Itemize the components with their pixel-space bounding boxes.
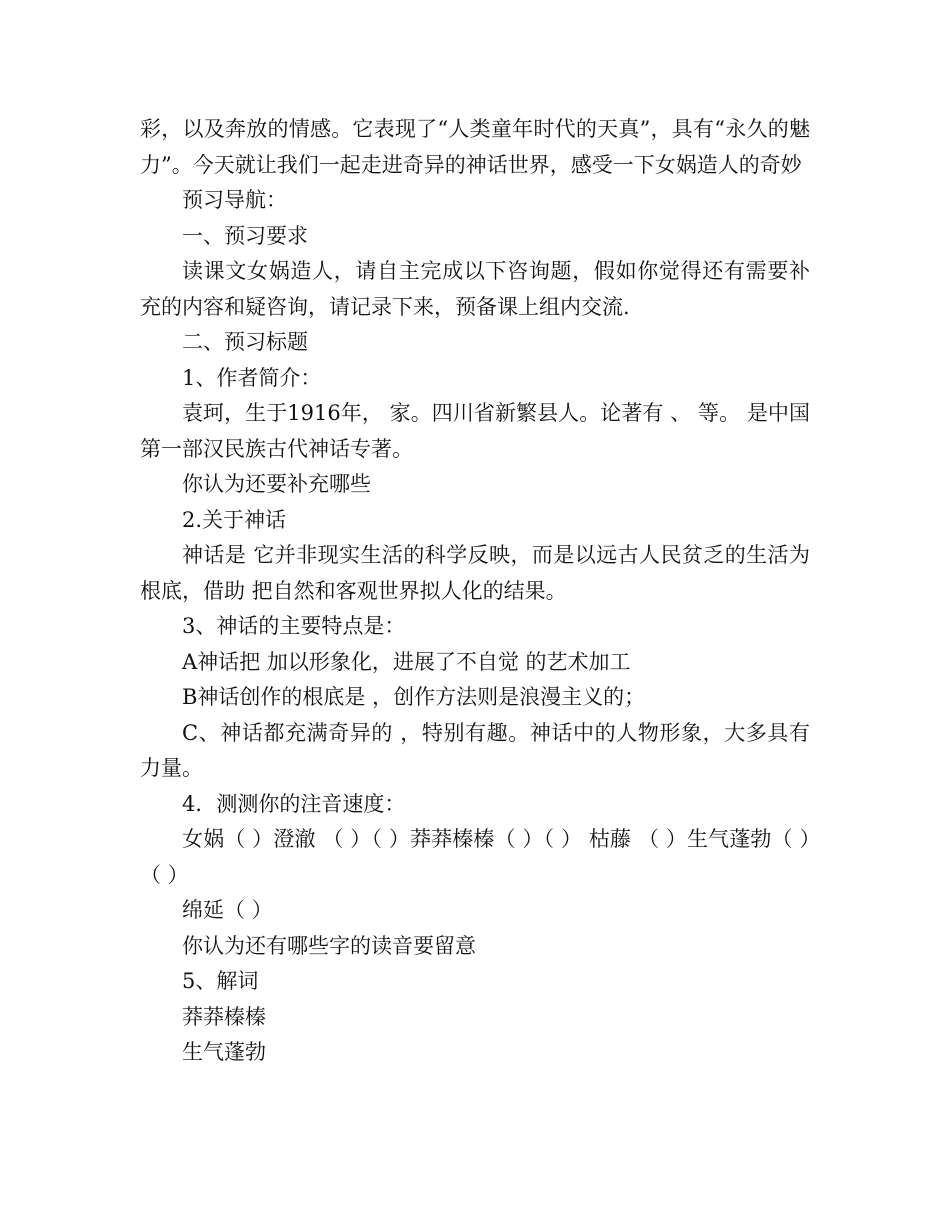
paragraph-myth-definition: 神话是 它并非现实生活的科学反映，而是以远古人民贫乏的生活为根底，借助 把自然和客观世界拟人化的结果。 [140,543,810,603]
feature-b: B神话创作的根底是 ，创作方法则是浪漫主义的； [182,685,646,709]
heading-preview-questions: 二、预习标题 [182,330,308,354]
question-pronunciation: 你认为还有哪些字的读音要留意 [182,933,476,958]
heading-preview-guide: 预习导航： [182,188,287,212]
document-body [140,112,810,1071]
pinyin-words-extra: 绵延（ ） [182,898,273,922]
heading-author-intro: 1、作者简介： [182,365,322,390]
paragraph-author: 袁珂，生于1916年， 家。四川省新繁县人。论著有 、 等。 是中国第一部汉民族古代神话专著。 [140,401,810,461]
heading-vocabulary: 5、解词 [182,969,259,993]
heading-pinyin-test: 4．测测你的注音速度： [182,791,406,816]
heading-preview-requirements: 一、预习要求 [182,223,308,248]
vocab-item-2: 生气蓬勃 [182,1040,266,1064]
question-author-supplement: 你认为还要补充哪些 [182,472,371,496]
paragraph-requirements: 读课文女娲造人，请自主完成以下咨询题，假如你觉得还有需要补充的内容和疑咨询，请记录下来，预备课上组内交流. [140,259,810,319]
heading-about-myth: 2.关于神话 [182,507,287,532]
feature-c: C、神话都充满奇异的 ，特别有趣。神话中的人物形象，大多具有 力量。 [140,720,810,780]
paragraph-intro-continuation: 彩，以及奔放的情感。它表现了“人类童年时代的天真”，具有“永久的魅力”。今天就让我们一起走进奇异的神话世界，感受一下女娲造人的奇妙 [140,117,810,177]
feature-a: A神话把 加以形象化，进展了不自觉 的艺术加工 [182,649,631,674]
pinyin-words: 女娲（ ）澄澈 （ ）（ ）莽莽榛榛（ ）（ ） 枯藤 （ ）生气蓬勃（ ）（ ） [140,827,810,887]
vocab-item-1: 莽莽榛榛 [182,1004,266,1029]
heading-myth-features: 3、神话的主要特点是： [182,614,406,638]
